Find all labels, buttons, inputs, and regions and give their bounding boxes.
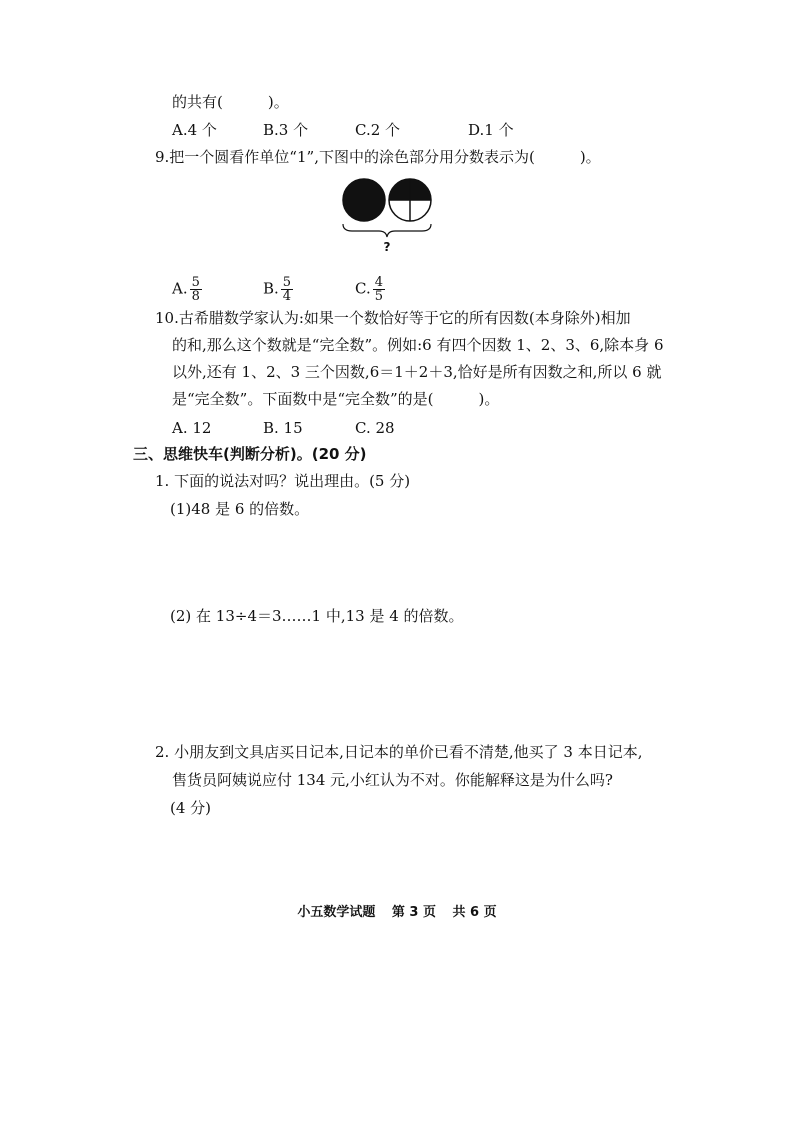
- q9-option-b-letter: B.: [263, 279, 279, 298]
- brace: [343, 224, 431, 237]
- fraction-denominator: 5: [374, 289, 383, 304]
- q10-option-c: C. 28: [355, 419, 395, 437]
- q9-option-a-letter: A.: [172, 279, 188, 298]
- q10-option-b: B. 15: [263, 419, 303, 437]
- section-3-title: 三、思维快车(判断分析)。(20 分): [133, 445, 367, 463]
- fraction-numerator: 4: [374, 275, 383, 290]
- q10-line-3: 以外,还有 1、2、3 三个因数,6＝1＋2＋3,恰好是所有因数之和,所以 6 就: [172, 363, 662, 381]
- footer-total: 共 6 页: [452, 905, 497, 920]
- q8-stem-tail: 的共有( )。: [172, 93, 289, 111]
- shaded-quarter-1: [389, 179, 410, 200]
- s3-q1-stem: 1. 下面的说法对吗？说出理由。(5 分): [155, 472, 411, 490]
- q9-figure-label: ?: [383, 240, 391, 254]
- fraction-denominator: 4: [282, 289, 292, 304]
- fraction-denominator: 8: [191, 289, 200, 304]
- s3-q2-line-2: 售货员阿姨说应付 134 元,小红认为不对。你能解释这是为什么吗?: [172, 771, 613, 789]
- s3-q1-part-2: (2) 在 13÷4＝3……1 中,13 是 4 的倍数。: [170, 607, 464, 625]
- q8-option-c: C.2 个: [355, 121, 401, 139]
- s3-q1-part-1: (1)48 是 6 的倍数。: [170, 500, 310, 518]
- page-footer: [0, 901, 794, 920]
- q10-line-4: 是“完全数”。下面数中是“完全数”的是( )。: [172, 390, 500, 408]
- q9-option-b-fraction: [281, 276, 293, 303]
- q10-option-a: A. 12: [172, 419, 212, 437]
- q9-stem: 9.把一个圆看作单位“1”,下图中的涂色部分用分数表示为( )。: [155, 148, 601, 166]
- q8-option-d: D.1 个: [468, 121, 514, 139]
- q9-option-a-fraction: [190, 276, 202, 303]
- q10-line-1: 10.古希腊数学家认为:如果一个数恰好等于它的所有因数(本身除外)相加: [155, 309, 631, 327]
- s3-q2-line-1: 2. 小朋友到文具店买日记本,日记本的单价已看不清楚,他买了 3 本日记本,: [155, 743, 643, 761]
- q8-option-b: B.3 个: [263, 121, 309, 139]
- q9-option-c-letter: C.: [355, 279, 371, 298]
- fraction-numerator: 5: [191, 275, 200, 290]
- shaded-quarter-2: [410, 179, 431, 200]
- q9-option-c-fraction: [373, 276, 385, 303]
- fraction-numerator: 5: [282, 275, 292, 290]
- full-shaded-circle: [343, 179, 385, 221]
- footer-subject: 小五数学试题: [297, 905, 376, 920]
- q9-circle-figure: [330, 172, 450, 257]
- q9-option-c: [355, 276, 385, 303]
- q9-option-a: [172, 276, 202, 303]
- s3-q2-line-3: (4 分): [170, 799, 212, 817]
- q10-line-2: 的和,那么这个数就是“完全数”。例如:6 有四个因数 1、2、3、6,除本身 6: [172, 336, 664, 354]
- footer-page: 第 3 页: [391, 905, 436, 920]
- q8-option-a: A.4 个: [172, 121, 217, 139]
- q9-option-b: [263, 276, 293, 303]
